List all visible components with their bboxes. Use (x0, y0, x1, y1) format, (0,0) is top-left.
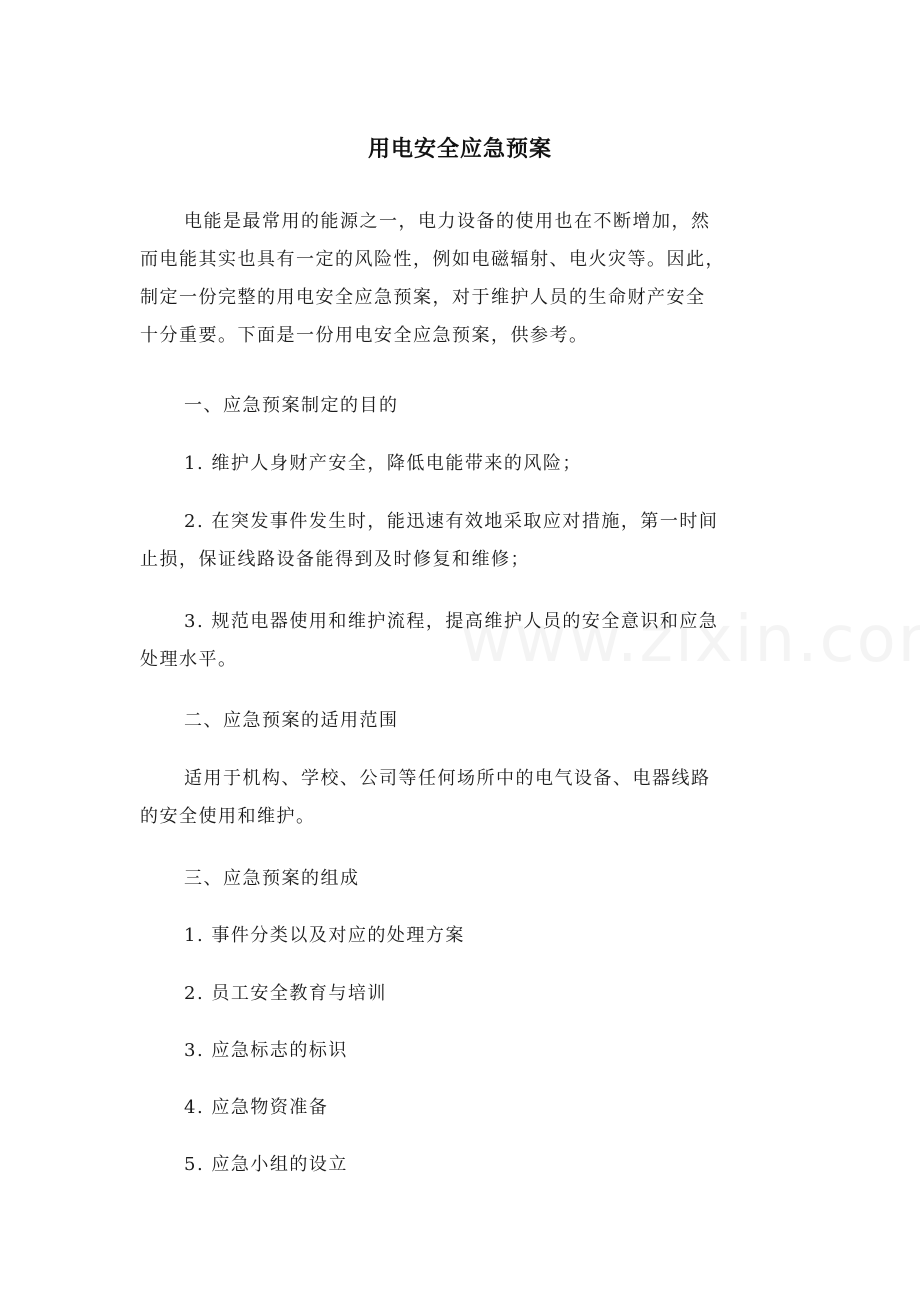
section-heading: 二、应急预案的适用范围 (184, 710, 399, 731)
section-heading: 一、应急预案制定的目的 (184, 395, 399, 416)
intro-line: 制定一份完整的用电安全应急预案，对于维护人员的生命财产安全 (140, 287, 706, 308)
section-1-item-1 (140, 445, 780, 483)
document-title: 用电安全应急预案 (367, 137, 552, 162)
list-item: 1. 事件分类以及对应的处理方案 (184, 925, 465, 946)
list-item-continuation: 止损，保证线路设备能得到及时修复和维修； (140, 549, 530, 570)
list-item: 4. 应急物资准备 (184, 1097, 329, 1118)
list-item: 2. 在突发事件发生时，能迅速有效地采取应对措施，第一时间 (184, 511, 719, 532)
list-item: 5. 应急小组的设立 (184, 1154, 348, 1175)
section-3-item-1 (140, 917, 780, 955)
section-1-item-3 (140, 603, 780, 679)
section-2-text (140, 760, 780, 836)
paragraph-line: 的安全使用和维护。 (140, 806, 316, 827)
section-1-heading-block (140, 387, 780, 425)
list-item-continuation: 处理水平。 (140, 649, 238, 670)
section-3-item-4 (140, 1089, 780, 1127)
paragraph-line: 适用于机构、学校、公司等任何场所中的电气设备、电器线路 (184, 768, 711, 789)
section-3-item-2 (140, 975, 780, 1013)
section-2-heading-block (140, 702, 780, 740)
intro-line: 十分重要。下面是一份用电安全应急预案，供参考。 (140, 325, 589, 346)
intro-line: 电能是最常用的能源之一，电力设备的使用也在不断增加，然 (184, 211, 711, 232)
intro-paragraph (140, 203, 780, 355)
list-item: 3. 应急标志的标识 (184, 1040, 348, 1061)
section-3-heading-block (140, 860, 780, 898)
section-3-item-5 (140, 1146, 780, 1184)
section-1-item-2 (140, 503, 780, 579)
intro-line: 而电能其实也具有一定的风险性，例如电磁辐射、电火灾等。因此， (140, 249, 725, 270)
list-item: 3. 规范电器使用和维护流程，提高维护人员的安全意识和应急 (184, 611, 719, 632)
section-3-item-3 (140, 1032, 780, 1070)
list-item: 2. 员工安全教育与培训 (184, 983, 387, 1004)
list-item: 1. 维护人身财产安全，降低电能带来的风险； (184, 453, 582, 474)
section-heading: 三、应急预案的组成 (184, 868, 360, 889)
